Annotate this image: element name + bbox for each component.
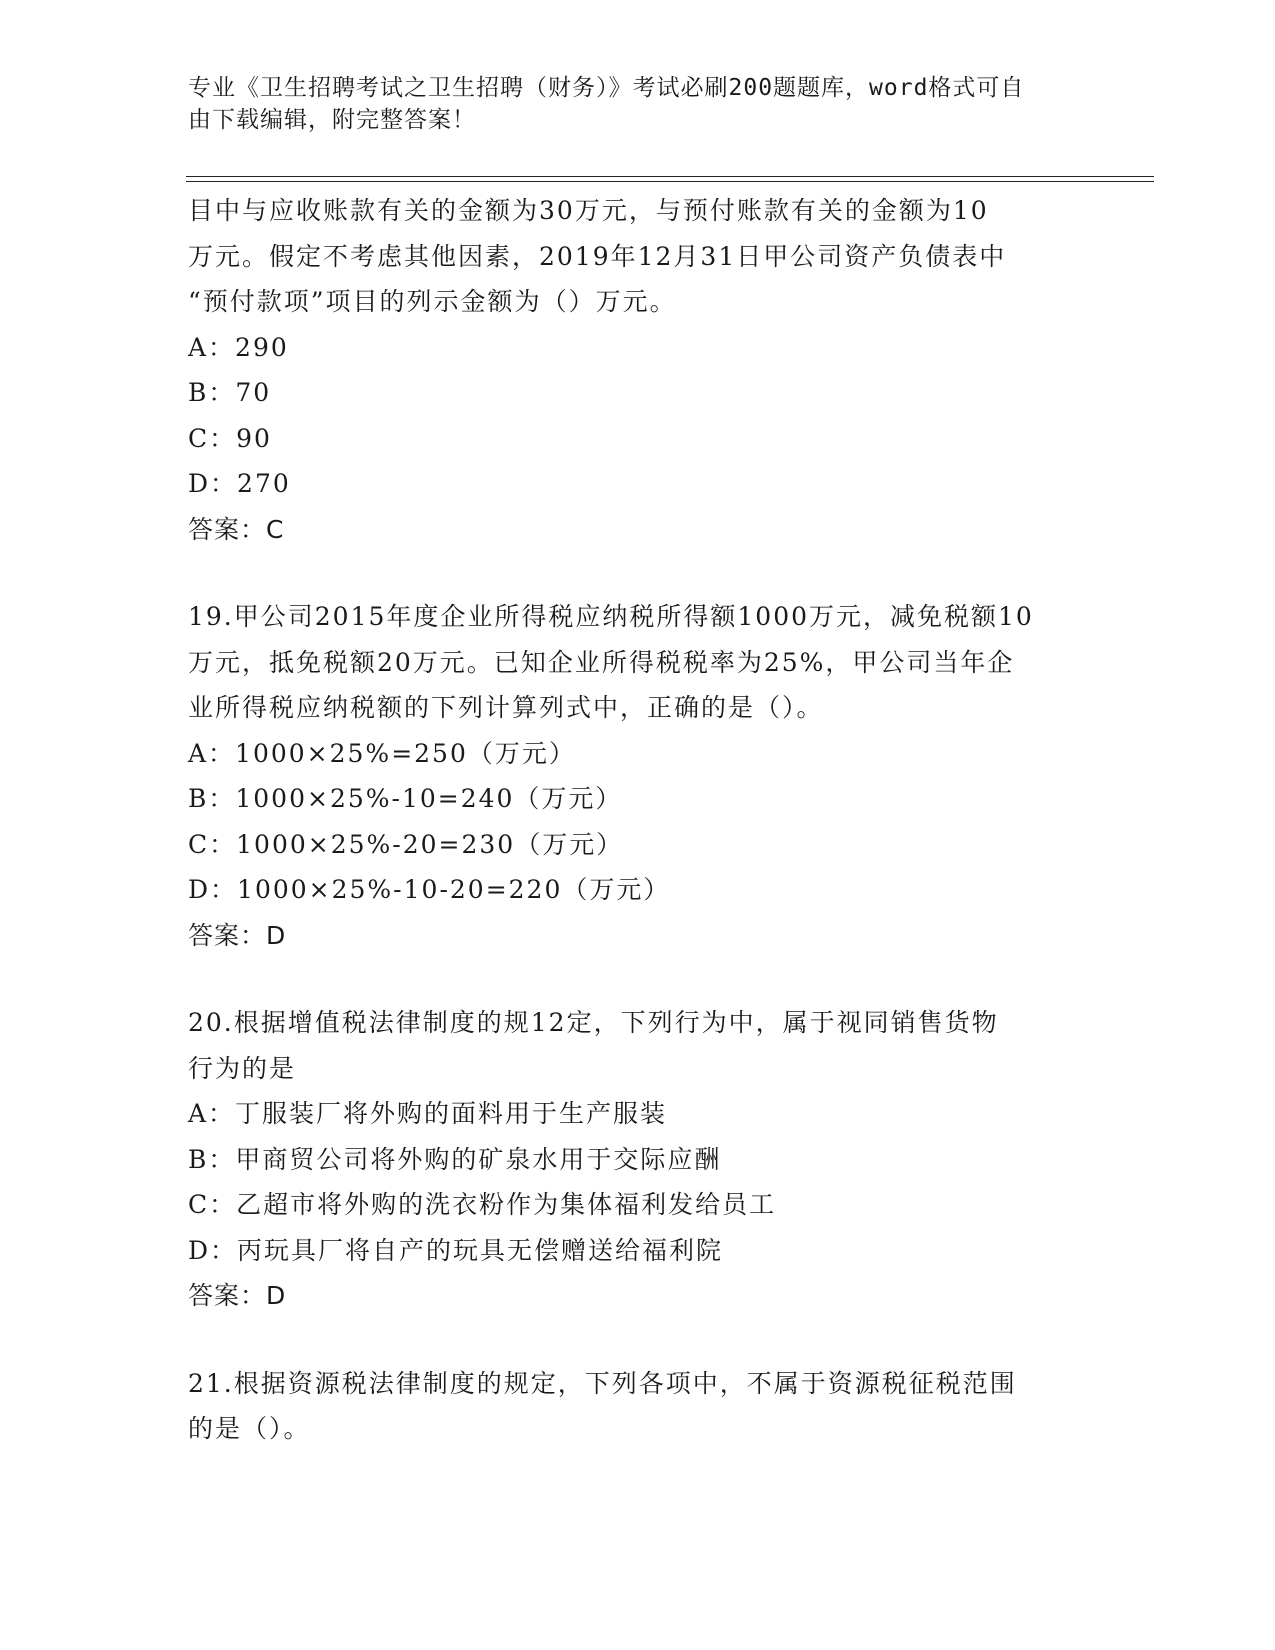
question-text-line: 的是（）。 xyxy=(188,1414,311,1443)
option-c: C：1000×25%-20=230（万元） xyxy=(188,829,624,859)
option-a: A：丁服装厂将外购的面料用于生产服装 xyxy=(188,1099,668,1128)
question-text-line: 目中与应收账款有关的金额为30万元，与预付账款有关的金额为10 xyxy=(188,196,989,225)
option-d: D：1000×25%-10-20=220（万元） xyxy=(188,875,671,904)
question-19 xyxy=(188,594,1088,958)
question-text-line: 万元。假定不考虑其他因素，2019年12月31日甲公司资产负债表中 xyxy=(188,241,1007,271)
question-18 xyxy=(188,188,1088,552)
answer: 答案：D xyxy=(188,1281,287,1310)
question-text-line: 20.根据增值税法律制度的规12定，下列行为中，属于视同销售货物 xyxy=(188,1008,999,1037)
header-line-1: 专业《卫生招聘考试之卫生招聘（财务）》考试必刷200题题库，word格式可自 xyxy=(188,75,1025,101)
header-line-2: 由下载编辑，附完整答案！ xyxy=(188,107,476,133)
question-text-line: 业所得税应纳税额的下列计算列式中，正确的是（）。 xyxy=(188,693,824,722)
question-text-line: 行为的是 xyxy=(188,1053,297,1083)
option-a: A：1000×25%=250（万元） xyxy=(188,738,576,768)
question-21 xyxy=(188,1361,1088,1452)
spacer xyxy=(188,958,1088,1000)
option-d: D：270 xyxy=(188,469,291,498)
option-b: B：70 xyxy=(188,378,272,407)
option-c: C：乙超市将外购的洗衣粉作为集体福利发给员工 xyxy=(188,1190,777,1219)
question-text-line: 21.根据资源税法律制度的规定，下列各项中，不属于资源税征税范围 xyxy=(188,1368,1017,1398)
answer: 答案：C xyxy=(188,514,285,544)
answer: 答案：D xyxy=(188,920,287,950)
option-c: C：90 xyxy=(188,423,272,453)
option-a: A：290 xyxy=(188,332,289,362)
question-text-line: 万元，抵免税额20万元。已知企业所得税税率为25%，甲公司当年企 xyxy=(188,647,1015,677)
document-header xyxy=(188,72,1088,136)
question-text-line: 19.甲公司2015年度企业所得税应纳税所得额1000万元，减免税额10 xyxy=(188,602,1034,631)
option-b: B：1000×25%-10=240（万元） xyxy=(188,784,623,813)
header-divider-bottom xyxy=(186,181,1154,182)
spacer xyxy=(188,1319,1088,1361)
spacer xyxy=(188,552,1088,594)
header-divider-top xyxy=(186,176,1154,177)
document-body xyxy=(188,188,1088,1452)
option-d: D：丙玩具厂将自产的玩具无偿赠送给福利院 xyxy=(188,1235,724,1265)
question-20 xyxy=(188,1000,1088,1319)
question-text-line: “预付款项”项目的列示金额为（）万元。 xyxy=(188,287,677,316)
option-b: B：甲商贸公司将外购的矿泉水用于交际应酬 xyxy=(188,1144,722,1174)
